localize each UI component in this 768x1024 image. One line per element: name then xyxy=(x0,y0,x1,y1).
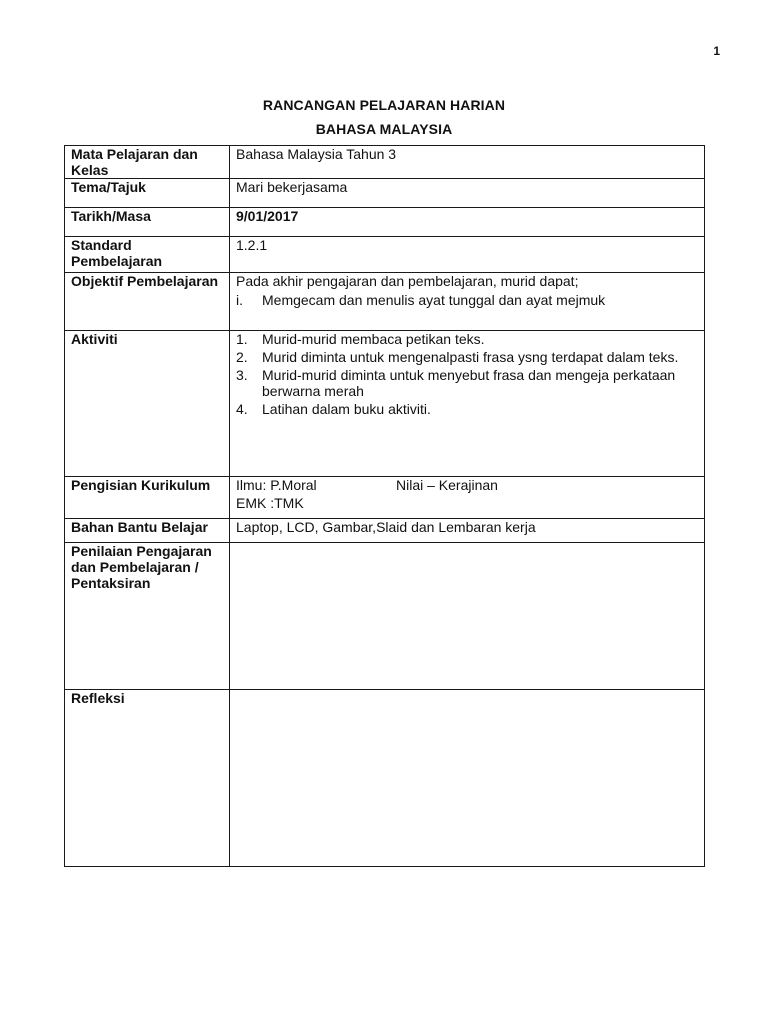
pengisian-line xyxy=(236,477,698,493)
aktiviti-list xyxy=(236,331,698,417)
row-tema xyxy=(65,179,705,208)
emk-text: EMK :TMK xyxy=(236,495,304,511)
value-bahan: Laptop, LCD, Gambar,Slaid dan Lembaran kerja xyxy=(230,519,705,543)
aktiviti-item-text: Murid-murid diminta untuk menyebut frasa dan mengeja perkataan berwarna merah xyxy=(262,367,676,399)
row-refleksi xyxy=(65,690,705,867)
label-objektif: Objektif Pembelajaran xyxy=(65,273,230,331)
row-bahan xyxy=(65,519,705,543)
value-refleksi xyxy=(230,690,705,867)
label-pengisian: Pengisian Kurikulum xyxy=(65,477,230,519)
row-standard xyxy=(65,237,705,273)
row-mata-pelajaran xyxy=(65,146,705,179)
objektif-item xyxy=(236,292,698,308)
aktiviti-item-text: Murid diminta untuk mengenalpasti frasa ysng terdapat dalam teks. xyxy=(262,349,679,365)
label-bahan: Bahan Bantu Belajar xyxy=(65,519,230,543)
ilmu-text: Ilmu: P.Moral xyxy=(236,477,317,493)
value-objektif xyxy=(230,273,705,331)
aktiviti-item-number: 4. xyxy=(236,401,248,417)
label-penilaian: Penilaian Pengajaran dan Pembelajaran / Pentaksiran xyxy=(65,543,230,690)
aktiviti-item xyxy=(236,401,698,417)
row-aktiviti xyxy=(65,331,705,477)
label-tarikh: Tarikh/Masa xyxy=(65,208,230,237)
aktiviti-item xyxy=(236,331,698,347)
label-aktiviti: Aktiviti xyxy=(65,331,230,477)
aktiviti-item-text: Latihan dalam buku aktiviti. xyxy=(262,401,431,417)
value-mata-pelajaran: Bahasa Malaysia Tahun 3 xyxy=(230,146,705,179)
value-pengisian xyxy=(230,477,705,519)
row-penilaian xyxy=(65,543,705,690)
value-standard: 1.2.1 xyxy=(230,237,705,273)
row-pengisian xyxy=(65,477,705,519)
aktiviti-item-text: Murid-murid membaca petikan teks. xyxy=(262,331,485,347)
page-number: 1 xyxy=(713,44,720,58)
document-title: RANCANGAN PELAJARAN HARIAN xyxy=(262,97,506,113)
label-mata-pelajaran: Mata Pelajaran dan Kelas xyxy=(65,146,230,179)
value-aktiviti xyxy=(230,331,705,477)
nilai-text: Nilai – Kerajinan xyxy=(396,477,498,493)
aktiviti-item xyxy=(236,349,698,365)
objektif-item-text: Memgecam dan menulis ayat tunggal dan ayat mejmuk xyxy=(262,292,606,308)
value-tema: Mari bekerjasama xyxy=(230,179,705,208)
row-objektif xyxy=(65,273,705,331)
label-tema: Tema/Tajuk xyxy=(65,179,230,208)
objektif-intro: Pada akhir pengajaran dan pembelajaran, murid dapat; xyxy=(236,273,579,289)
objektif-item-number: i. xyxy=(236,292,243,308)
label-standard: Standard Pembelajaran xyxy=(65,237,230,273)
value-tarikh: 9/01/2017 xyxy=(230,208,705,237)
row-tarikh xyxy=(65,208,705,237)
aktiviti-item-number: 2. xyxy=(236,349,248,365)
aktiviti-item-number: 3. xyxy=(236,367,248,383)
value-penilaian xyxy=(230,543,705,690)
lesson-plan-table xyxy=(64,145,705,867)
aktiviti-item-number: 1. xyxy=(236,331,248,347)
document-subtitle: BAHASA MALAYSIA xyxy=(315,121,453,137)
label-refleksi: Refleksi xyxy=(65,690,230,867)
aktiviti-item xyxy=(236,367,698,399)
